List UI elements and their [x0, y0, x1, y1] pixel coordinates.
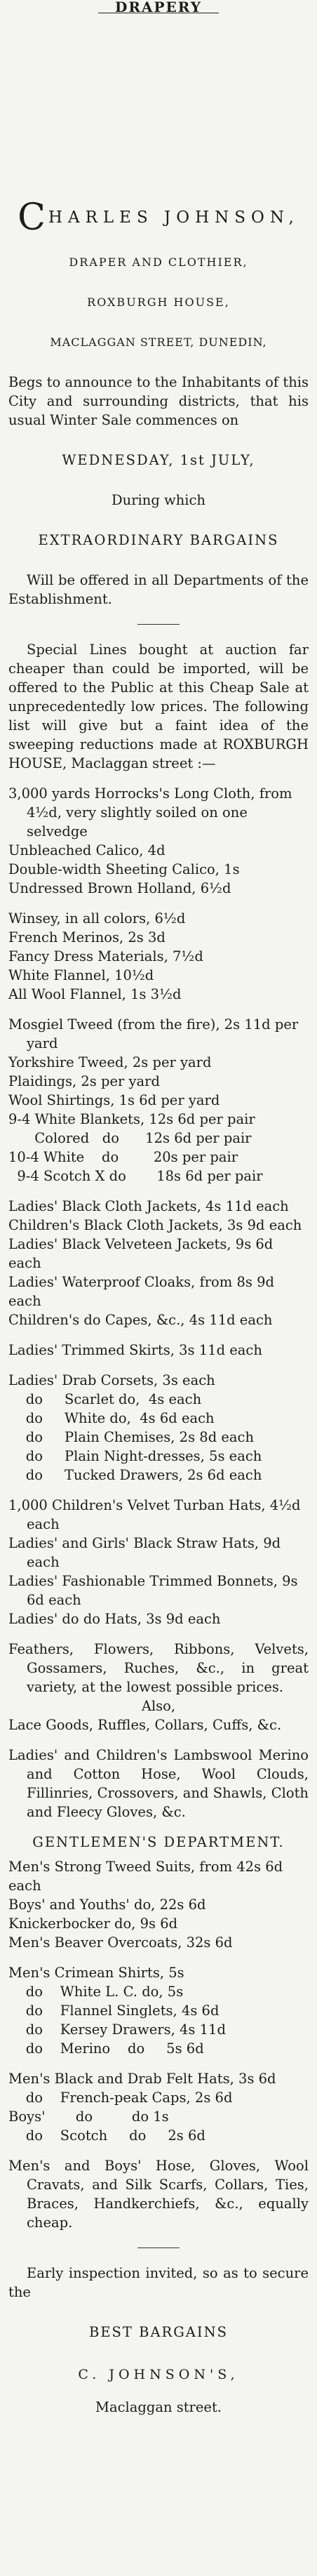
price-line: do French-peak Caps, 2s 6d [8, 2090, 233, 2106]
price-line: do Plain Night-dresses, 5s each [8, 1448, 262, 1464]
group-suits [8, 1857, 309, 1952]
feathers-paragraph: Feathers, Flowers, Ribbons, Velvets, Gossamers, Ruches, &c., in great variety, at the lowest possible prices. [8, 1641, 309, 1695]
price-line: do Tucked Drawers, 2s 6d each [8, 1467, 262, 1483]
price-line: Undressed Brown Holland, 6½d [8, 880, 231, 896]
advertisement [8, 197, 309, 2417]
price-line: White Flannel, 10½d [8, 967, 154, 983]
also-line: Also, [141, 1698, 176, 1714]
price-line: 9-4 White Blankets, 12s 6d per pair [8, 1111, 255, 1127]
price-line: Yorkshire Tweed, 2s per yard [8, 1054, 212, 1070]
price-line: Ladies' Trimmed Skirts, 3s 11d each [8, 1342, 262, 1358]
trade-line: DRAPER AND CLOTHIER, [69, 255, 248, 269]
price-line: do Scotch do 2s 6d [8, 2127, 205, 2144]
price-line: do White do, 4s 6d each [8, 1410, 215, 1426]
group-shirts [8, 1963, 309, 2058]
price-line: French Merinos, 2s 3d [8, 929, 166, 945]
intro-paragraph: Begs to announce to the Inhabitants of this City and surrounding districts, that his usual Winter Sale commences on [8, 374, 309, 428]
group-corsets [8, 1371, 309, 1485]
price-line: do Merino do 5s 6d [8, 2040, 204, 2057]
price-line: Ladies' Black Velveteen Jackets, 9s 6d each [8, 1236, 274, 1271]
price-line: Ladies' Drab Corsets, 3s each [8, 1372, 215, 1388]
price-line: Ladies' and Girls' Black Straw Hats, 9d each [8, 1535, 281, 1570]
price-line: do Scarlet do, 4s each [8, 1391, 202, 1407]
price-line: Colored do 12s 6d per pair [8, 1130, 252, 1146]
group-dress [8, 909, 309, 1004]
price-line: 3,000 yards Horrocks's Long Cloth, from 4½d, very slightly soiled on one selvedge [8, 785, 292, 839]
price-line: Men's Strong Tweed Suits, from 42s 6d each [8, 1859, 283, 1894]
price-line: Ladies' Waterproof Cloaks, from 8s 9d each [8, 1274, 274, 1309]
price-line: Children's Black Cloth Jackets, 3s 9d each [8, 1217, 302, 1233]
house-name: ROXBURGH HOUSE, [87, 296, 230, 309]
price-line: Men's Crimean Shirts, 5s [8, 1965, 184, 1981]
signature-name: C. JOHNSON'S, [78, 2367, 239, 2382]
address-line: MACLAGGAN STREET, DUNEDIN, [50, 336, 267, 349]
price-line: Ladies' Black Cloth Jackets, 4s 11d each [8, 1198, 289, 1214]
price-line: 1,000 Children's Velvet Turban Hats, 4½d each [8, 1497, 301, 1532]
price-line: Boys' and Youths' do, 22s 6d [8, 1897, 206, 1913]
price-line: do Kersey Drawers, 4s 11d [8, 2021, 226, 2038]
mens-hose-paragraph: Men's and Boys' Hose, Gloves, Wool Cravats, and Silk Scarfs, Collars, Ties, Braces, Handkerchiefs, &c., equally cheap. [8, 2158, 309, 2231]
price-line: do Flannel Singlets, 4s 6d [8, 2003, 220, 2019]
offered-line: Will be offered in all Departments of the Establishment. [8, 572, 309, 607]
signature-street: Maclaggan street. [95, 2399, 222, 2415]
price-line: Mosgiel Tweed (from the fire), 2s 11d per yard [8, 1016, 299, 1051]
price-line: Unbleached Calico, 4d [8, 842, 166, 858]
group-felt-hats [8, 2069, 309, 2145]
price-line: do Plain Chemises, 2s 8d each [8, 1429, 255, 1445]
gents-heading: GENTLEMEN'S DEPARTMENT. [32, 1834, 285, 1850]
price-line: Children's do Capes, &c., 4s 11d each [8, 1312, 273, 1328]
group-calico [8, 784, 309, 898]
advertiser-name [8, 197, 309, 239]
group-tweed [8, 1015, 309, 1186]
group-hats [8, 1496, 309, 1628]
price-line: All Wool Flannel, 1s 3½d [8, 986, 182, 1002]
early-inspection: Early inspection invited, so as to secure the [8, 2265, 309, 2300]
price-line: do White L. C. do, 5s [8, 1984, 184, 2000]
special-lines-paragraph: Special Lines bought at auction far cheaper than could be imported, will be offered to the Public at this Cheap Sale at unprecedentedly low prices. The following list will give but a faint idea of the sweeping reductions made at ROXBURGH HOUSE, Maclaggan street :— [8, 642, 309, 771]
price-line: Boys' do do 1s [8, 2109, 169, 2125]
group-jackets [8, 1197, 309, 1329]
price-line: Wool Shirtings, 1s 6d per yard [8, 1092, 220, 1108]
price-line: Fancy Dress Materials, 7½d [8, 948, 203, 964]
price-line: Double-width Sheeting Calico, 1s [8, 861, 240, 877]
price-line: Plaidings, 2s per yard [8, 1073, 160, 1089]
sale-date: WEDNESDAY, 1st JULY, [62, 452, 255, 468]
name-initial: C [18, 197, 48, 239]
price-line: Winsey, in all colors, 6½d [8, 910, 186, 927]
lace-line: Lace Goods, Ruffles, Collars, Cuffs, &c. [8, 1717, 282, 1733]
section-header: DRAPERY [114, 0, 203, 15]
price-line: 10-4 White do 20s per pair [8, 1149, 238, 1165]
name-rest: HARLES JOHNSON, [48, 208, 299, 227]
during-which: During which [112, 492, 205, 508]
lambswool-paragraph: Ladies' and Children's Lambswool Merino and Cotton Hose, Wool Clouds, Fillinries, Crossovers, and Shawls, Cloth and Fleecy Gloves, &c. [8, 1747, 309, 1820]
price-line: Knickerbocker do, 9s 6d [8, 1916, 178, 1932]
price-line: 9-4 Scotch X do 18s 6d per pair [8, 1168, 263, 1184]
best-bargains: BEST BARGAINS [88, 2324, 228, 2340]
price-line: Men's Beaver Overcoats, 32s 6d [8, 1934, 233, 1951]
price-line: Ladies' Fashionable Trimmed Bonnets, 9s 6d each [8, 1573, 298, 1608]
section-rule [137, 624, 180, 625]
price-line: Men's Black and Drab Felt Hats, 3s 6d [8, 2071, 276, 2087]
extraordinary-bargains: EXTRAORDINARY BARGAINS [38, 532, 279, 548]
price-line: Ladies' do do Hats, 3s 9d each [8, 1611, 221, 1627]
